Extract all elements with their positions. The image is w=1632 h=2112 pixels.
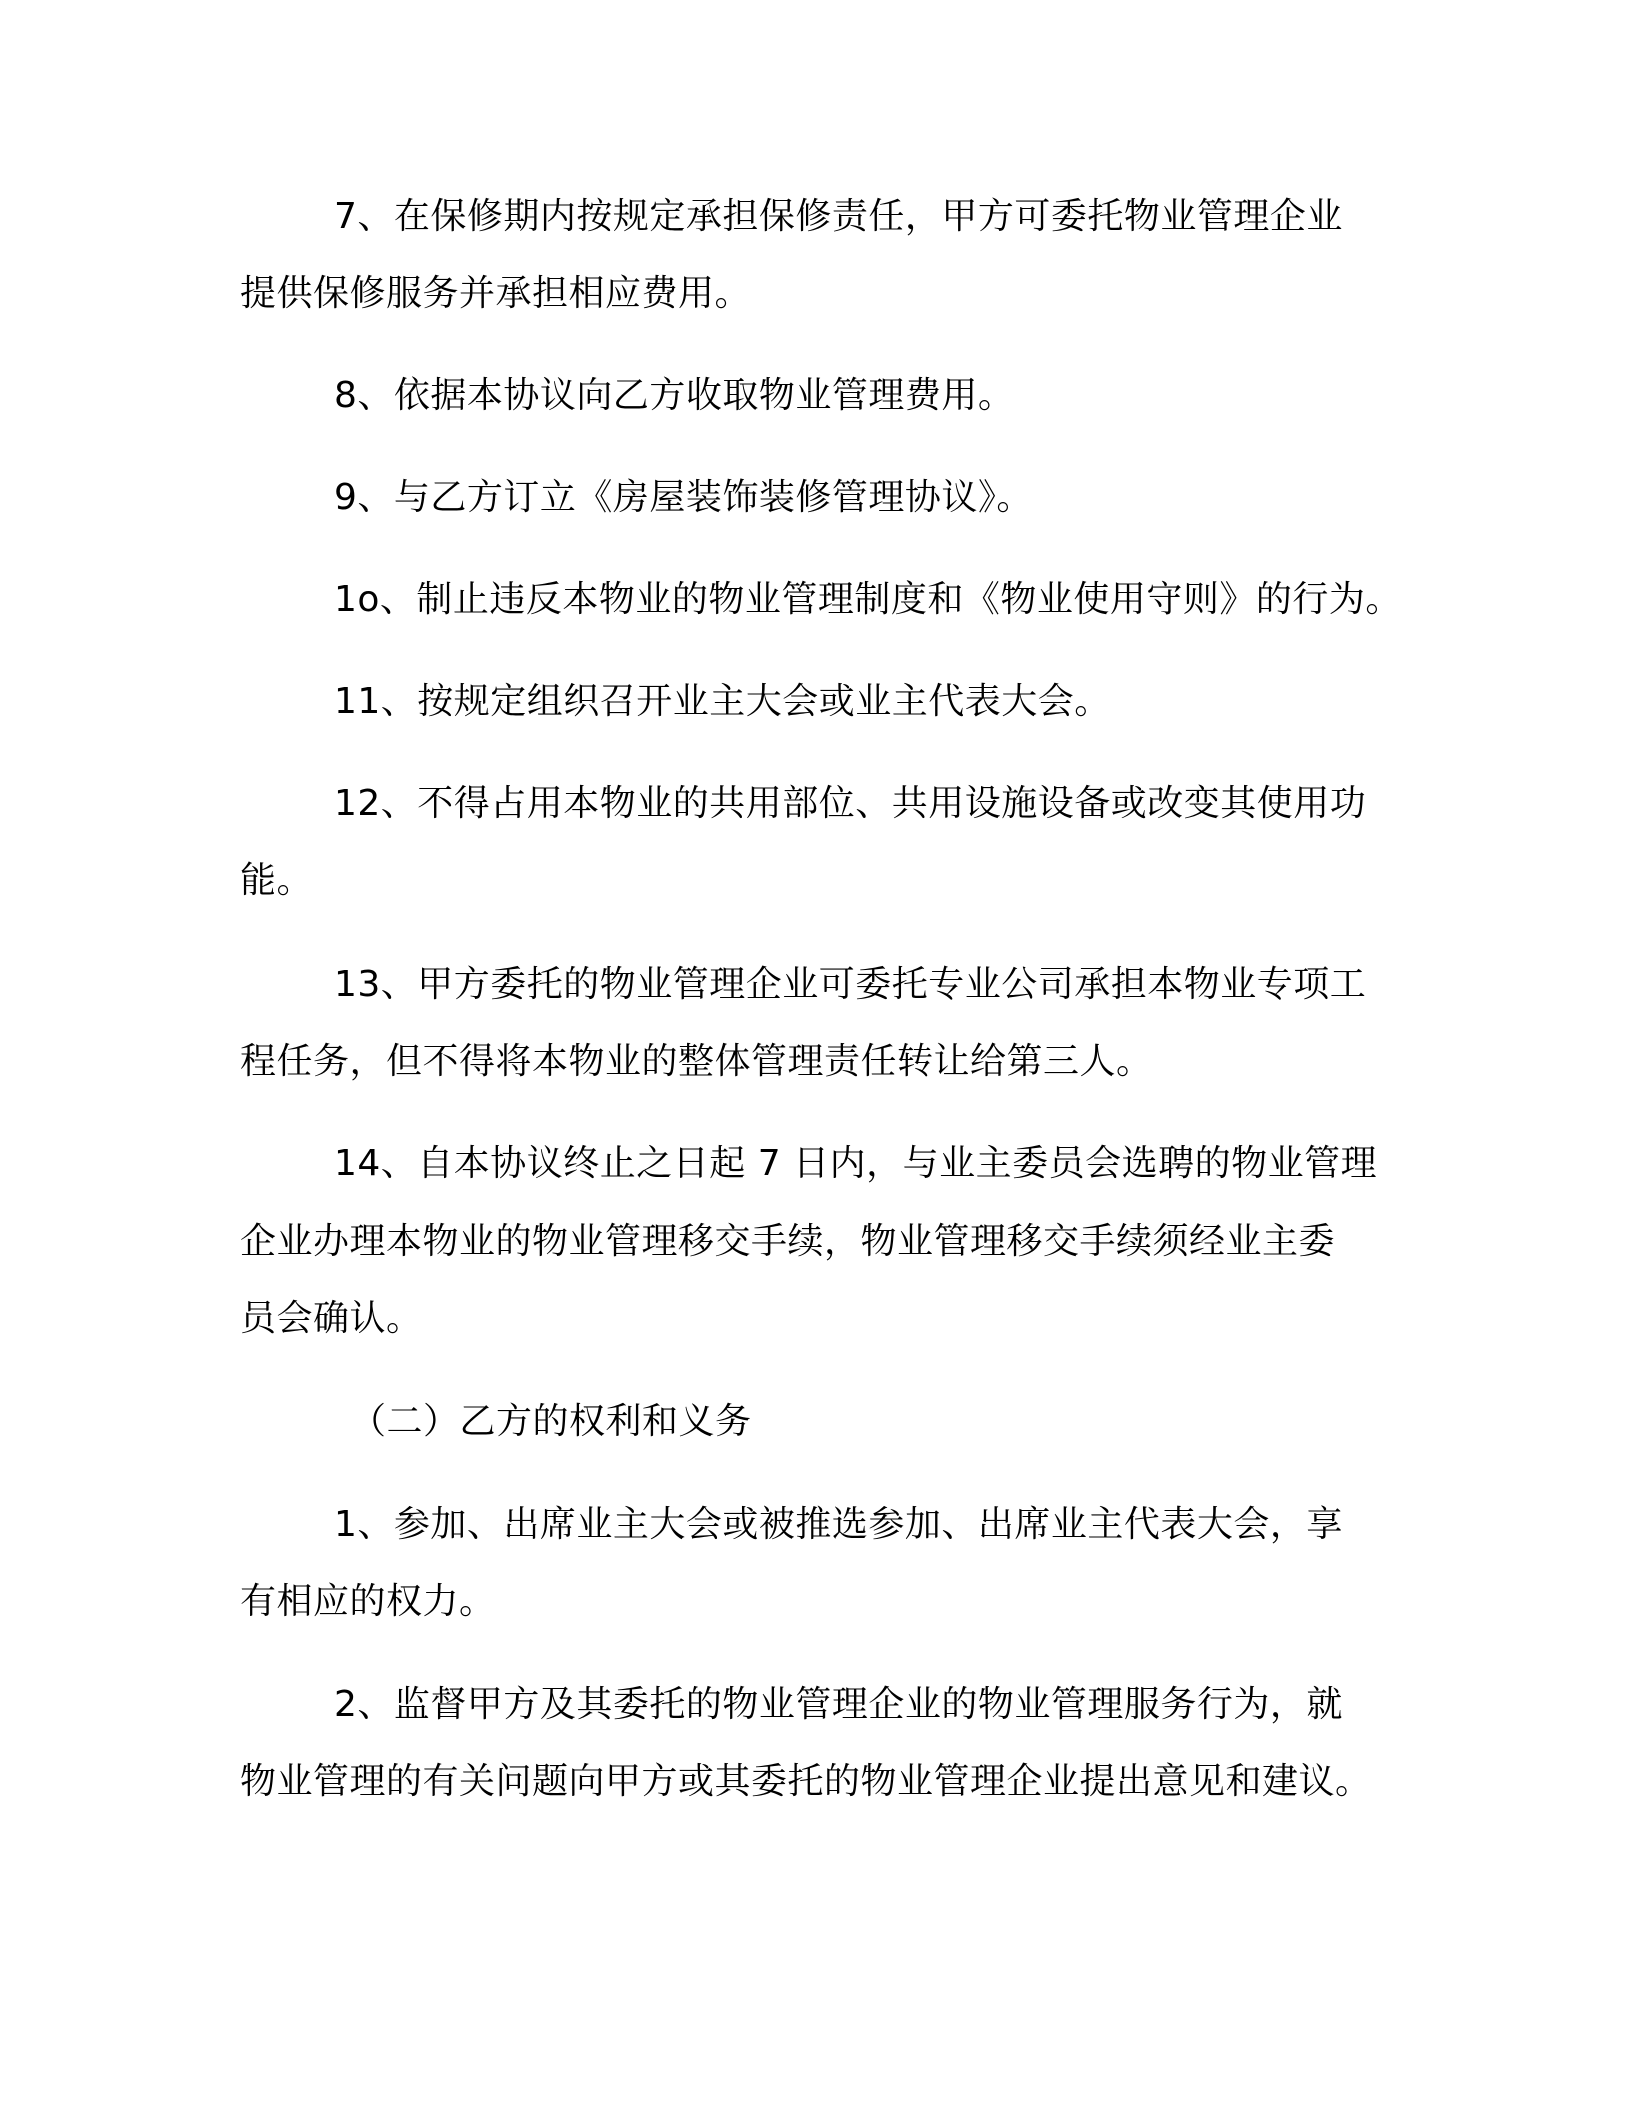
paragraph-7-line-1: 7、在保修期内按规定承担保修责任，甲方可委托物业管理企业 <box>334 196 1343 237</box>
paragraph-13-line-2: 程任务，但不得将本物业的整体管理责任转让给第三人。 <box>240 1041 1153 1082</box>
paragraph-14-line-3: 员会确认。 <box>240 1298 423 1339</box>
section-heading: （二）乙方的权利和义务 <box>350 1401 752 1442</box>
paragraph-11-line-1: 11、按规定组织召开业主大会或业主代表大会。 <box>334 681 1111 722</box>
paragraph-9-line-1: 9、与乙方订立《房屋装饰装修管理协议》。 <box>334 477 1033 518</box>
paragraph-b1-line-1: 1、参加、出席业主大会或被推选参加、出席业主代表大会，享 <box>334 1504 1343 1545</box>
paragraph-12-line-2: 能。 <box>240 860 314 901</box>
paragraph-10-line-1: 1o、制止违反本物业的物业管理制度和《物业使用守则》的行为。 <box>334 579 1402 620</box>
paragraph-8-line-1: 8、依据本协议向乙方收取物业管理费用。 <box>334 375 1015 416</box>
paragraph-13-line-1: 13、甲方委托的物业管理企业可委托专业公司承担本物业专项工 <box>334 964 1367 1005</box>
paragraph-7-line-2: 提供保修服务并承担相应费用。 <box>240 273 752 314</box>
paragraph-b2-line-2: 物业管理的有关问题向甲方或其委托的物业管理企业提出意见和建议。 <box>240 1761 1372 1802</box>
paragraph-12-line-1: 12、不得占用本物业的共用部位、共用设施设备或改变其使用功 <box>334 783 1367 824</box>
paragraph-14-line-2: 企业办理本物业的物业管理移交手续，物业管理移交手续须经业主委 <box>240 1221 1336 1262</box>
paragraph-14-line-1: 14、自本协议终止之日起 7 日内，与业主委员会选聘的物业管理 <box>334 1143 1378 1184</box>
paragraph-b2-line-1: 2、监督甲方及其委托的物业管理企业的物业管理服务行为，就 <box>334 1684 1343 1725</box>
paragraph-b1-line-2: 有相应的权力。 <box>240 1581 496 1622</box>
